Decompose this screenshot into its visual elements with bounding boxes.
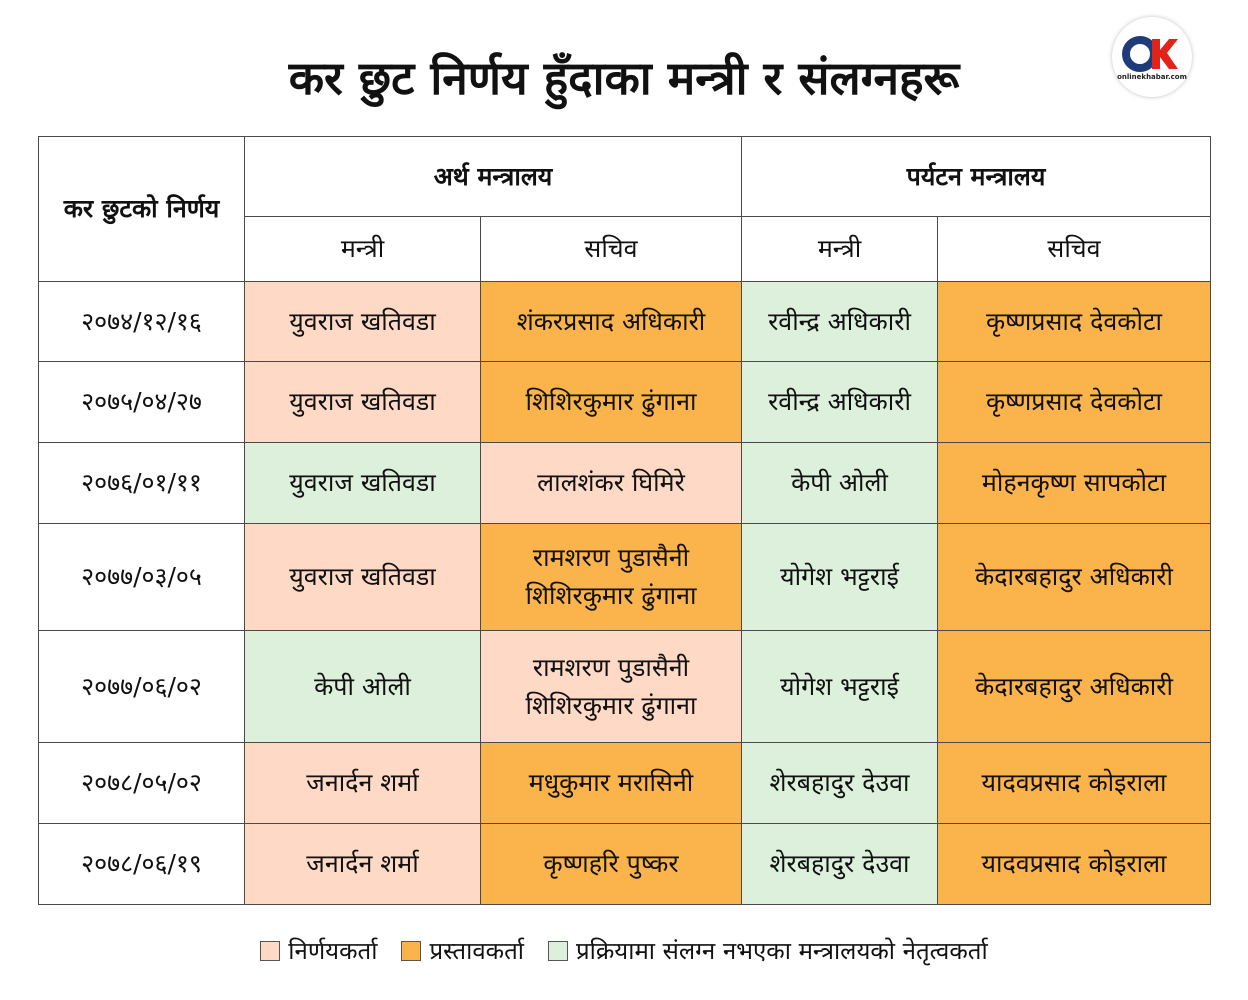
finance-minister-cell: युवराज खतिवडा — [245, 524, 481, 631]
finance-minister-cell: युवराज खतिवडा — [245, 362, 481, 443]
page-title: कर छुट निर्णय हुँदाका मन्त्री र संलग्नहरू — [288, 51, 960, 105]
legend-swatch — [260, 941, 280, 961]
table-row — [39, 443, 1211, 524]
finance-secretary-cell: रामशरण पुडासैनी शिशिरकुमार ढुंगाना — [481, 524, 742, 631]
tax-exemption-table — [38, 136, 1211, 905]
decision-date-cell: २०७८/०६/१९ — [39, 824, 245, 905]
header-finance-secretary: सचिव — [481, 217, 742, 282]
legend-item — [260, 934, 377, 967]
header-tourism-minister: मन्त्री — [742, 217, 938, 282]
header-finance-ministry: अर्थ मन्त्रालय — [245, 137, 742, 217]
header-decision-date: कर छुटको निर्णय — [39, 137, 245, 282]
tourism-minister-cell: योगेश भट्टराई — [742, 524, 938, 631]
decision-date-cell: २०७८/०५/०२ — [39, 743, 245, 824]
tourism-secretary-cell: मोहनकृष्ण सापकोटा — [938, 443, 1211, 524]
decision-date-cell: २०७६/०१/११ — [39, 443, 245, 524]
tourism-secretary-cell: कृष्णप्रसाद देवकोटा — [938, 282, 1211, 362]
table-row — [39, 282, 1211, 362]
finance-minister-cell: युवराज खतिवडा — [245, 282, 481, 362]
table-row — [39, 743, 1211, 824]
legend-label: प्रस्तावकर्ता — [429, 937, 524, 965]
finance-minister-cell: जनार्दन शर्मा — [245, 824, 481, 905]
decision-date-cell: २०७७/०३/०५ — [39, 524, 245, 631]
tourism-minister-cell: शेरबहादुर देउवा — [742, 824, 938, 905]
finance-minister-cell: युवराज खतिवडा — [245, 443, 481, 524]
tourism-secretary-cell: यादवप्रसाद कोइराला — [938, 743, 1211, 824]
finance-minister-cell: जनार्दन शर्मा — [245, 743, 481, 824]
finance-secretary-cell: मधुकुमार मरासिनी — [481, 743, 742, 824]
decision-date-cell: २०७७/०६/०२ — [39, 631, 245, 743]
table-row — [39, 824, 1211, 905]
ok-logo-icon — [1112, 17, 1192, 77]
tourism-minister-cell: रवीन्द्र अधिकारी — [742, 362, 938, 443]
legend-label: प्रक्रियामा संलग्न नभएका मन्त्रालयको नेतृत्वकर्ता — [576, 937, 988, 965]
tourism-secretary-cell: यादवप्रसाद कोइराला — [938, 824, 1211, 905]
onlinekhabar-logo — [1112, 17, 1192, 97]
logo-brand-text: onlinekhabar.com — [1117, 73, 1187, 81]
finance-secretary-cell: शिशिरकुमार ढुंगाना — [481, 362, 742, 443]
header-finance-minister: मन्त्री — [245, 217, 481, 282]
finance-minister-cell: केपी ओली — [245, 631, 481, 743]
table-row — [39, 524, 1211, 631]
header-tourism-ministry: पर्यटन मन्त्रालय — [742, 137, 1211, 217]
tourism-secretary-cell: केदारबहादुर अधिकारी — [938, 524, 1211, 631]
tourism-secretary-cell: केदारबहादुर अधिकारी — [938, 631, 1211, 743]
legend-item — [548, 934, 988, 967]
finance-secretary-cell: शंकरप्रसाद अधिकारी — [481, 282, 742, 362]
table-row — [39, 631, 1211, 743]
decision-date-cell: २०७४/१२/१६ — [39, 282, 245, 362]
legend-swatch — [548, 941, 568, 961]
tourism-minister-cell: केपी ओली — [742, 443, 938, 524]
tourism-minister-cell: शेरबहादुर देउवा — [742, 743, 938, 824]
legend-swatch — [401, 941, 421, 961]
header-tourism-secretary: सचिव — [938, 217, 1211, 282]
legend-item — [401, 934, 524, 967]
decision-date-cell: २०७५/०४/२७ — [39, 362, 245, 443]
legend-label: निर्णयकर्ता — [288, 937, 378, 965]
tourism-secretary-cell: कृष्णप्रसाद देवकोटा — [938, 362, 1211, 443]
tourism-minister-cell: रवीन्द्र अधिकारी — [742, 282, 938, 362]
finance-secretary-cell: लालशंकर घिमिरे — [481, 443, 742, 524]
tourism-minister-cell: योगेश भट्टराई — [742, 631, 938, 743]
legend — [0, 934, 1248, 967]
table-row — [39, 362, 1211, 443]
finance-secretary-cell: कृष्णहरि पुष्कर — [481, 824, 742, 905]
finance-secretary-cell: रामशरण पुडासैनी शिशिरकुमार ढुंगाना — [481, 631, 742, 743]
